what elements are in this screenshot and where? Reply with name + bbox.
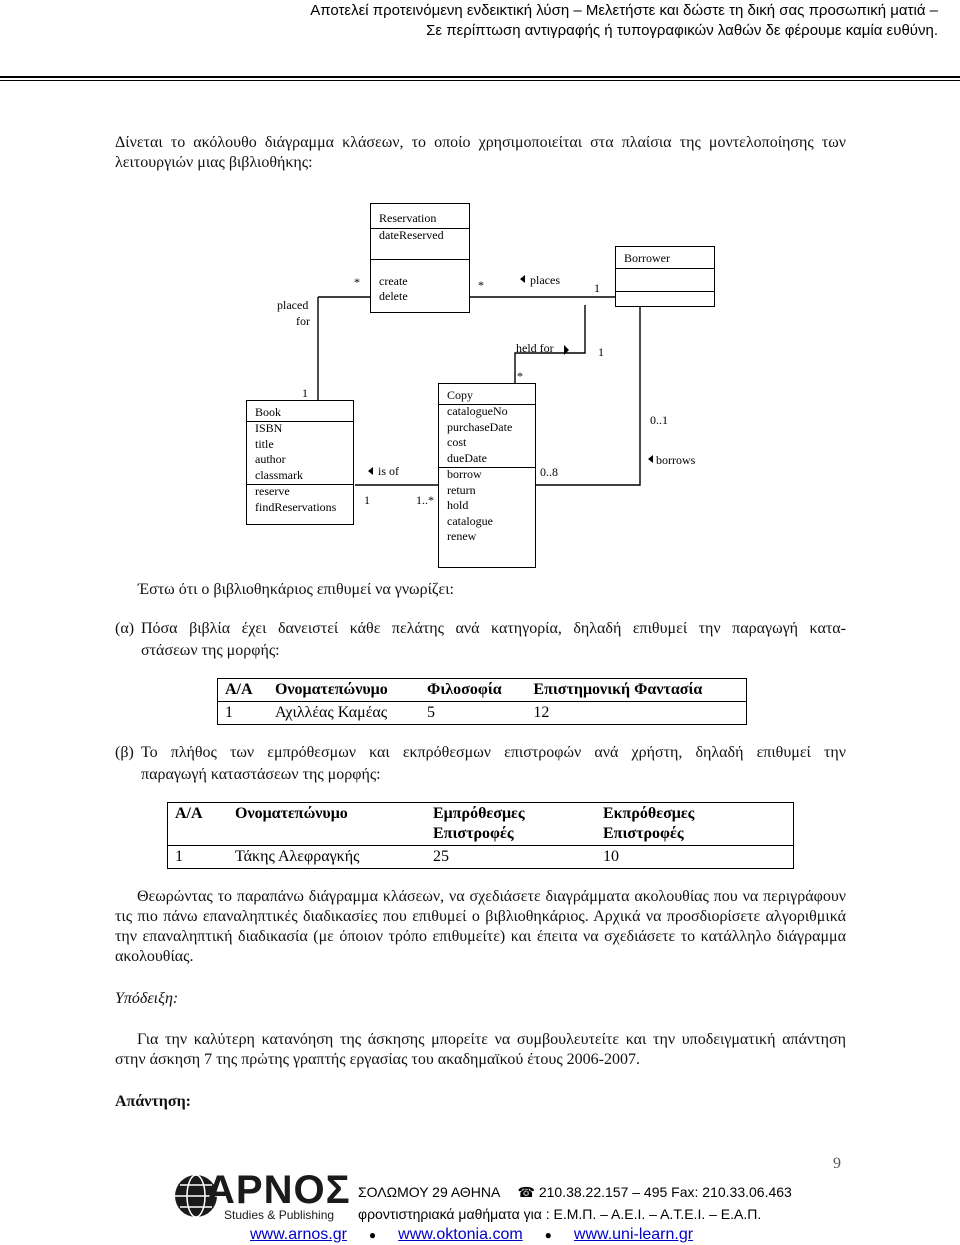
reservation-op-delete: delete bbox=[379, 289, 408, 303]
cell-fullname: Τάκης Αλεφραγκής bbox=[228, 846, 426, 869]
copy-op-hold: hold bbox=[447, 498, 469, 512]
table-category-loans bbox=[217, 678, 747, 725]
item-b-text: Το πλήθος των εμπρόθεσμων και εκπρόθεσμων επιστροφών ανά χρήστη, δηλαδή επιθυμεί την bbox=[141, 744, 846, 761]
phone-icon: ☎ bbox=[517, 1184, 535, 1200]
class-copy bbox=[438, 383, 536, 568]
copy-attr-cost: cost bbox=[447, 435, 467, 449]
multiplicity-one-is-of: 1 bbox=[364, 493, 370, 507]
col-aa: Α/Α bbox=[218, 679, 268, 702]
copy-attr-catalogueNo: catalogueNo bbox=[447, 404, 508, 418]
intro-paragraph: Δίνεται το ακόλουθο διάγραμμα κλάσεων, το οποίο χρησιμοποιείται στα πλαίσια της μοντελοποίησης των λειτουργιών μιας βιβλιοθήκης: bbox=[115, 134, 846, 171]
cell-ontime: 25 bbox=[426, 846, 596, 869]
multiplicity-star-reservation-borrower: * bbox=[478, 278, 484, 292]
task-paragraph: Θεωρώντας το παραπάνω διάγραμμα κλάσεων, να σχεδιάσετε διαγράμματα ακολουθίας που να περιγράφουν τις πιο πάνω επαναληπτικές διαδικασίες που επιθυμεί ο βιβλιοθηκάριος. Αρχικά να προσδιορίσετε αλγοριθμικά την επαναληπτική διαδικασία (με όποιον τρόπο επιθυμείτε) και έπειτα να σχεδιάσετε το κατάλληλο διάγραμμα ακολουθίας. bbox=[115, 888, 846, 965]
footer-links bbox=[250, 1226, 693, 1244]
class-copy-name: Copy bbox=[447, 388, 474, 402]
class-book bbox=[246, 400, 354, 525]
hint-label: Υπόδειξη: bbox=[115, 990, 179, 1007]
copy-op-return: return bbox=[447, 482, 476, 497]
class-diagram bbox=[230, 195, 730, 575]
cell-fullname: Αχιλλέας Καμέας bbox=[268, 702, 420, 725]
cell-aa: 1 bbox=[168, 846, 229, 869]
table-returns bbox=[167, 802, 794, 869]
bullet-icon: ● bbox=[544, 1228, 552, 1242]
col-ontime-line2: Επιστροφές bbox=[433, 825, 514, 842]
table-header-row bbox=[218, 679, 747, 702]
item-b-marker: (β) bbox=[115, 744, 134, 761]
multiplicity-star-held-for: * bbox=[517, 369, 523, 383]
book-op-findReservations: findReservations bbox=[255, 499, 337, 514]
multiplicity-star-reservation-book: * bbox=[354, 275, 360, 289]
arnos-logo bbox=[172, 1170, 352, 1220]
header-rule-thick bbox=[0, 76, 960, 78]
cell-aa: 1 bbox=[218, 702, 268, 725]
cell-scifi: 12 bbox=[526, 702, 746, 725]
col-late-line1: Εκπρόθεσμες bbox=[603, 805, 695, 822]
item-a-text-cont: στάσεων της μορφής: bbox=[141, 642, 280, 659]
assoc-label-is-of: is of bbox=[378, 464, 399, 478]
item-a-marker: (α) bbox=[115, 620, 135, 637]
table-row bbox=[218, 702, 747, 725]
copy-op-catalogue: catalogue bbox=[447, 513, 493, 528]
book-attr-title: title bbox=[255, 436, 274, 451]
multiplicity-one-book: 1 bbox=[302, 386, 308, 400]
book-op-reserve: reserve bbox=[255, 484, 290, 498]
col-late bbox=[596, 803, 794, 846]
cell-late: 10 bbox=[596, 846, 794, 869]
assoc-label-borrows: borrows bbox=[656, 453, 696, 467]
header-disclaimer-line2: Σε περίπτωση αντιγραφής ή τυπογραφικών λαθών δε φέρουμε καμία ευθύνη. bbox=[426, 22, 938, 39]
class-borrower-name: Borrower bbox=[624, 251, 670, 265]
copy-op-borrow: borrow bbox=[447, 467, 482, 481]
footer-address: ΣΟΛΩΜΟΥ 29 ΑΘΗΝΑ bbox=[358, 1184, 500, 1200]
assoc-label-for: for bbox=[296, 314, 310, 328]
link-arnos[interactable]: www.arnos.gr bbox=[250, 1226, 347, 1243]
reservation-attr-dateReserved: dateReserved bbox=[379, 228, 444, 242]
footer-contact bbox=[358, 1184, 792, 1201]
assoc-label-held-for: held for bbox=[516, 341, 554, 355]
footer-phone: 210.38.22.157 – 495 Fax: 210.33.06.463 bbox=[538, 1184, 792, 1200]
assoc-label-placed: placed bbox=[277, 298, 309, 312]
bullet-icon: ● bbox=[368, 1228, 377, 1242]
class-book-name: Book bbox=[255, 405, 282, 419]
answer-label: Απάντηση: bbox=[115, 1093, 191, 1110]
col-fullname: Ονοματεπώνυμο bbox=[228, 803, 426, 846]
page-number: 9 bbox=[833, 1155, 841, 1172]
multiplicity-zero-one: 0..1 bbox=[650, 413, 668, 427]
col-fullname: Ονοματεπώνυμο bbox=[268, 679, 420, 702]
link-oktonia[interactable]: www.oktonia.com bbox=[398, 1226, 523, 1243]
copy-attr-dueDate: dueDate bbox=[447, 450, 487, 465]
multiplicity-zero-eight: 0..8 bbox=[540, 465, 558, 479]
copy-attr-purchaseDate: purchaseDate bbox=[447, 419, 513, 434]
want-sentence: Έστω ότι ο βιβλιοθηκάριος επιθυμεί να γνωρίζει: bbox=[138, 581, 454, 598]
col-late-line2: Επιστροφές bbox=[603, 825, 684, 842]
col-ontime bbox=[426, 803, 596, 846]
header-disclaimer-line1: Αποτελεί προτεινόμενη ενδεικτική λύση – Μελετήστε και δώστε τη δική σας προσωπική ματιά – bbox=[310, 2, 938, 19]
footer-courses: φροντιστηριακά μαθήματα για : Ε.Μ.Π. – Α.Ε.Ι. – Α.Τ.Ε.Ι. – Ε.Α.Π. bbox=[358, 1206, 762, 1222]
header-rule-thin bbox=[0, 80, 960, 81]
multiplicity-one-places: 1 bbox=[594, 281, 600, 295]
multiplicity-one-held-for: 1 bbox=[598, 345, 604, 359]
copy-op-renew: renew bbox=[447, 529, 477, 543]
link-uni-learn[interactable]: www.uni-learn.gr bbox=[573, 1226, 694, 1243]
reservation-op-create: create bbox=[379, 274, 408, 288]
multiplicity-one-many: 1..* bbox=[416, 493, 434, 507]
item-b-text-cont: παραγωγή καταστάσεων της μορφής: bbox=[141, 766, 381, 783]
item-a-text: Πόσα βιβλία έχει δανειστεί κάθε πελάτης ανά κατηγορία, δηλαδή επιθυμεί την παραγωγή κατα- bbox=[141, 620, 846, 637]
col-scifi: Επιστημονική Φαντασία bbox=[526, 679, 746, 702]
table-header-row bbox=[168, 803, 794, 846]
cell-philosophy: 5 bbox=[420, 702, 526, 725]
col-ontime-line1: Εμπρόθεσμες bbox=[433, 805, 525, 822]
separator bbox=[371, 259, 469, 260]
book-attr-classmark: classmark bbox=[255, 467, 303, 482]
book-attr-isbn: ISBN bbox=[255, 421, 283, 435]
assoc-label-places: places bbox=[530, 273, 560, 287]
hint-paragraph: Για την καλύτερη κατανόηση της άσκησης μπορείτε να συμβουλευτείτε και την υποδειγματική απάντηση στην άσκηση 7 της πρώτης γραπτής εργασίας του ακαδημαϊκού έτους 2006-2007. bbox=[115, 1031, 846, 1068]
col-philosophy: Φιλοσοφία bbox=[420, 679, 526, 702]
class-reservation bbox=[370, 203, 470, 313]
class-borrower bbox=[615, 246, 715, 307]
logo-wordmark: ΑΡΝΟΣ bbox=[206, 1168, 351, 1212]
book-attr-author: author bbox=[255, 452, 286, 466]
separator bbox=[616, 291, 714, 292]
class-reservation-name: Reservation bbox=[379, 211, 437, 225]
table-row bbox=[168, 846, 794, 869]
logo-subtitle: Studies & Publishing bbox=[224, 1208, 335, 1222]
separator bbox=[616, 268, 714, 269]
col-aa: Α/Α bbox=[168, 803, 229, 846]
